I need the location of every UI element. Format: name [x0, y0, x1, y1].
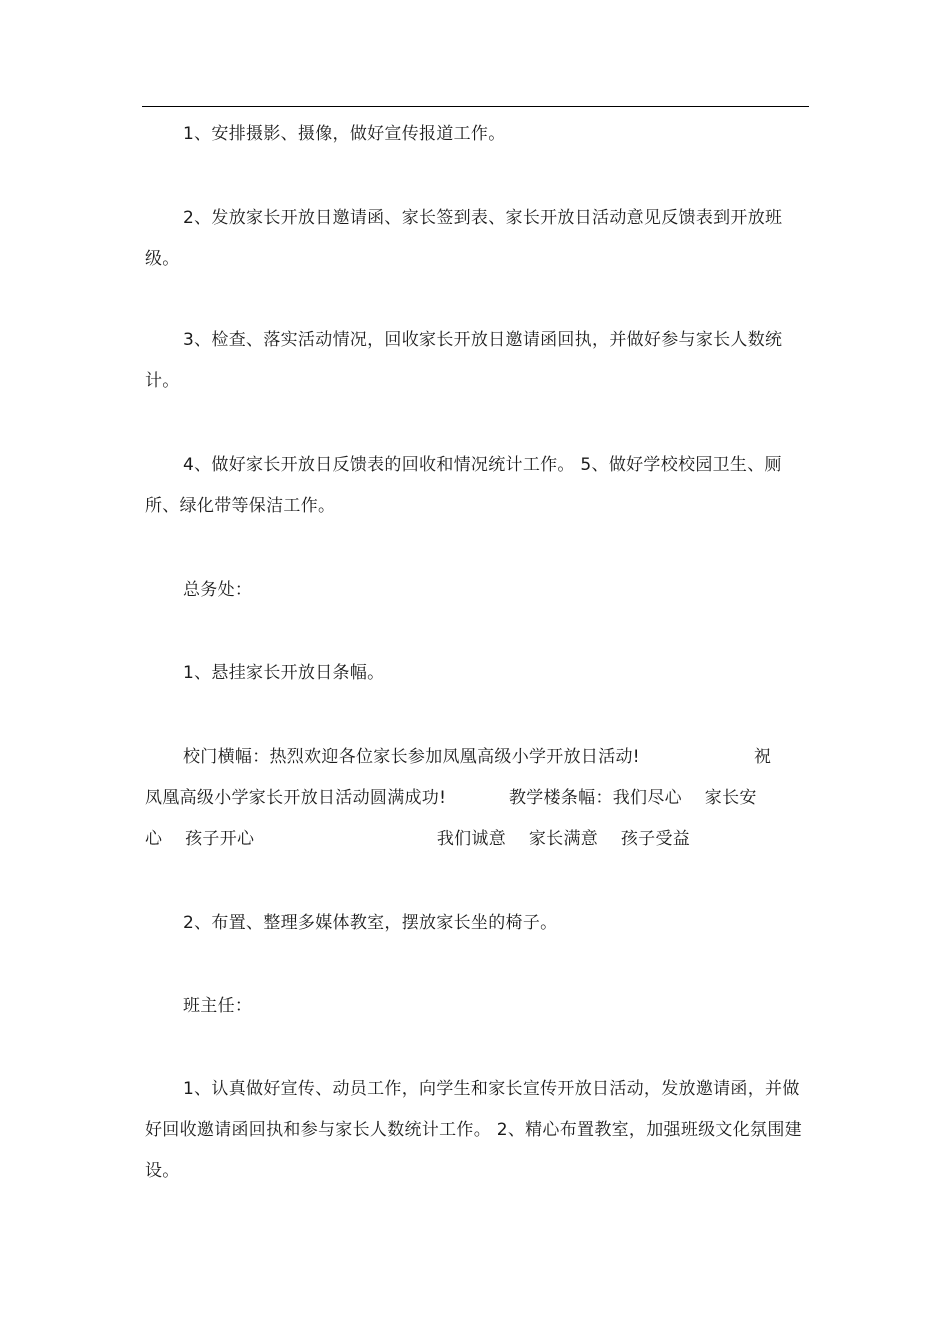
paragraph-text: 1、认真做好宣传、动员工作，向学生和家长宣传开放日活动，发放邀请函，并做好回收邀请函回执和参与家长人数统计工作。 2、精心布置教室，加强班级文化氛围建设。: [145, 1079, 802, 1181]
paragraph-photo: [145, 114, 807, 155]
paragraph-invitation: [145, 198, 807, 280]
paragraph-feedback: [145, 445, 807, 527]
heading-text: 班主任：: [183, 996, 253, 1016]
paragraph-text: 2、布置、整理多媒体教室，摆放家长坐的椅子。: [183, 913, 558, 933]
paragraph-text: 1、安排摄影、摄像，做好宣传报道工作。: [183, 124, 506, 144]
paragraph-text: 2、发放家长开放日邀请函、家长签到表、家长开放日活动意见反馈表到开放班级。: [145, 208, 783, 269]
heading-class-teacher: [145, 986, 807, 1027]
heading-general-affairs: [145, 570, 807, 611]
paragraph-banner: [145, 653, 807, 694]
paragraph-text: 3、检查、落实活动情况，回收家长开放日邀请函回执，并做好参与家长人数统计。: [145, 330, 783, 391]
paragraph-promotion: [145, 1069, 807, 1192]
paragraph-classroom: [145, 903, 807, 944]
banner-line-3: 心 孩子开心 我们诚意 家长满意 孩子受益: [145, 829, 691, 849]
heading-text: 总务处：: [183, 580, 253, 600]
paragraph-text: 1、悬挂家长开放日条幅。: [183, 663, 385, 683]
banner-line-1: 校门横幅：热烈欢迎各位家长参加凤凰高级小学开放日活动! 祝: [183, 747, 772, 767]
banner-line-2: 凤凰高级小学家长开放日活动圆满成功! 教学楼条幅：我们尽心 家长安: [145, 788, 757, 808]
header-rule: [142, 106, 809, 107]
paragraph-check: [145, 320, 807, 402]
paragraph-text: 4、做好家长开放日反馈表的回收和情况统计工作。 5、做好学校校园卫生、厕所、绿化带等保洁工作。: [145, 455, 782, 516]
